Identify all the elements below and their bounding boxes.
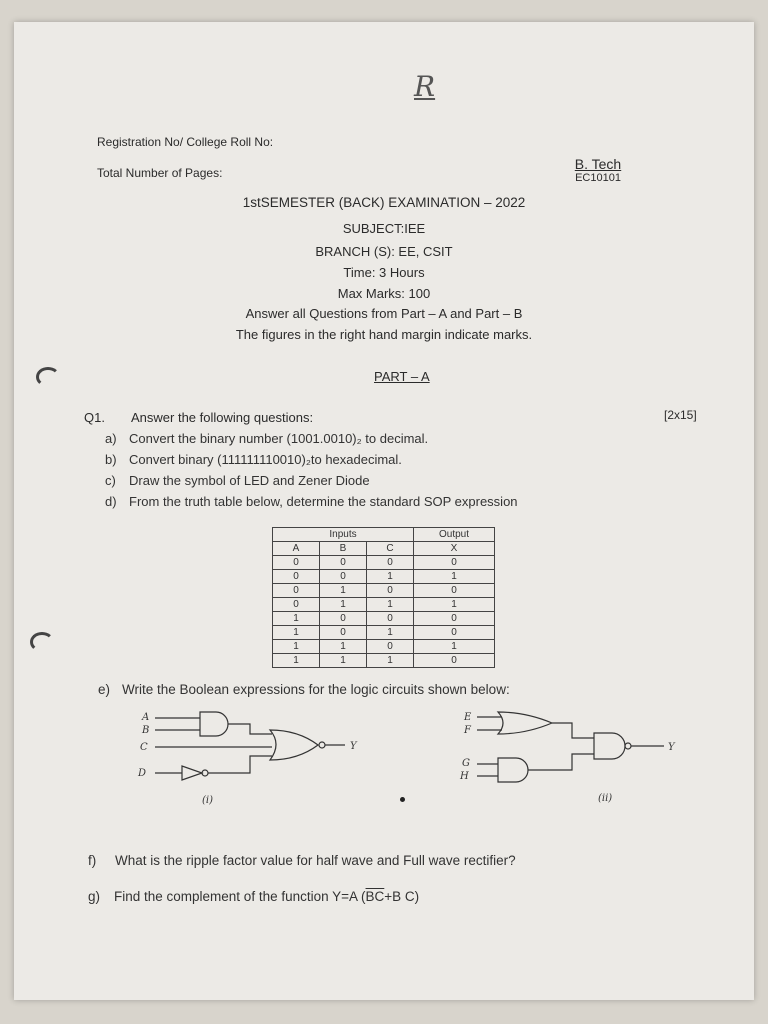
exam-title: 1stSEMESTER (BACK) EXAMINATION – 2022 xyxy=(242,195,526,210)
question-marks: [2x15] xyxy=(664,408,697,422)
time-line: Time: 3 Hours xyxy=(343,265,425,280)
course-code: EC10101 xyxy=(575,172,621,184)
circuit-caption: (i) xyxy=(202,795,214,806)
item-text-overline: $\overline{BC}$ xyxy=(365,889,385,904)
registration-label: Registration No/ College Roll No: xyxy=(97,135,274,149)
table-cell: 1 xyxy=(367,570,414,584)
table-cell: 0 xyxy=(414,654,495,668)
question-item xyxy=(88,889,419,904)
input-label: A xyxy=(142,712,150,723)
table-cell: 1 xyxy=(367,654,414,668)
instruction-marks: The figures in the right hand margin indicate marks. xyxy=(235,327,533,342)
table-cell: 1 xyxy=(273,612,320,626)
column-header: B xyxy=(320,542,367,556)
table-row xyxy=(273,556,495,570)
table-cell: 0 xyxy=(367,556,414,570)
table-cell: 0 xyxy=(367,612,414,626)
item-text-prefix: Find the complement of the function Y=A ( xyxy=(114,889,366,904)
item-label: g) xyxy=(88,889,101,904)
item-label: c) xyxy=(105,473,116,488)
table-cell: 0 xyxy=(273,598,320,612)
table-cell: 0 xyxy=(320,612,367,626)
table-cell: 0 xyxy=(320,556,367,570)
table-cell: 1 xyxy=(273,640,320,654)
table-cell: 1 xyxy=(320,640,367,654)
table-cell: 0 xyxy=(367,640,414,654)
logic-circuit-2 xyxy=(452,706,692,816)
logic-circuit-1 xyxy=(130,706,370,816)
item-text: Convert binary (111111110010)₂to hexadecimal. xyxy=(129,452,402,467)
table-cell: 1 xyxy=(414,570,495,584)
table-cell: 1 xyxy=(367,598,414,612)
degree-label: B. Tech xyxy=(574,156,622,172)
table-cell: 1 xyxy=(320,654,367,668)
ink-dot xyxy=(400,797,405,802)
table-cell: 0 xyxy=(320,570,367,584)
subject-line: SUBJECT:IEE xyxy=(342,221,426,236)
table-row xyxy=(273,598,495,612)
table-row xyxy=(273,570,495,584)
truth-table-group-row xyxy=(273,528,495,542)
branch-line: BRANCH (S): EE, CSIT xyxy=(315,244,453,259)
circuit-caption: (ii) xyxy=(598,793,613,804)
table-cell: 0 xyxy=(367,584,414,598)
output-label: Y xyxy=(350,741,357,752)
input-label: E xyxy=(464,712,472,723)
table-cell: 1 xyxy=(414,598,495,612)
table-cell: 0 xyxy=(414,556,495,570)
item-label: e) xyxy=(98,682,111,697)
question-item xyxy=(88,853,516,868)
table-cell: 0 xyxy=(273,556,320,570)
table-cell: 1 xyxy=(414,640,495,654)
input-label: D xyxy=(138,768,147,779)
table-cell: 0 xyxy=(320,626,367,640)
table-cell: 1 xyxy=(273,654,320,668)
table-cell: 1 xyxy=(367,626,414,640)
table-row xyxy=(273,584,495,598)
table-cell: 1 xyxy=(273,626,320,640)
table-cell: 0 xyxy=(273,584,320,598)
total-pages-label: Total Number of Pages: xyxy=(97,166,223,180)
input-label: F xyxy=(464,725,471,736)
inputs-group-header: Inputs xyxy=(273,528,414,542)
table-row xyxy=(273,640,495,654)
part-a-heading: PART – A xyxy=(374,369,430,384)
degree-block xyxy=(560,156,636,184)
item-text: From the truth table below, determine the standard SOP expression xyxy=(129,494,518,509)
output-group-header: Output xyxy=(414,528,495,542)
item-label: f) xyxy=(88,853,97,868)
question-item xyxy=(98,682,510,697)
binder-hole-icon xyxy=(36,367,60,387)
table-cell: 0 xyxy=(414,626,495,640)
question-item xyxy=(105,452,402,467)
output-label: Y xyxy=(668,742,675,753)
question-text: Answer the following questions: xyxy=(131,410,314,425)
question-number: Q1. xyxy=(84,410,105,425)
table-cell: 1 xyxy=(320,598,367,612)
table-row xyxy=(273,654,495,668)
item-label: d) xyxy=(105,494,117,509)
input-label: H xyxy=(460,771,469,782)
binder-hole-icon xyxy=(30,632,54,652)
truth-table xyxy=(272,527,495,668)
item-text: Write the Boolean expressions for the logic circuits shown below: xyxy=(122,682,510,697)
item-text: Draw the symbol of LED and Zener Diode xyxy=(129,473,370,488)
question-item xyxy=(105,431,428,446)
instruction-parts: Answer all Questions from Part – A and Part – B xyxy=(245,306,523,321)
table-row xyxy=(273,612,495,626)
column-header: A xyxy=(273,542,320,556)
item-label: b) xyxy=(105,452,117,467)
table-cell: 1 xyxy=(320,584,367,598)
column-header: C xyxy=(367,542,414,556)
input-label: B xyxy=(142,725,150,736)
max-marks-line: Max Marks: 100 xyxy=(337,286,431,301)
input-label: C xyxy=(140,742,148,753)
column-header: X xyxy=(414,542,495,556)
table-cell: 0 xyxy=(273,570,320,584)
question-item xyxy=(105,473,370,488)
table-cell: 0 xyxy=(414,584,495,598)
truth-table-header-row xyxy=(273,542,495,556)
item-text: What is the ripple factor value for half wave and Full wave rectifier? xyxy=(115,853,516,868)
handwritten-mark: R xyxy=(414,70,436,103)
table-cell: 0 xyxy=(414,612,495,626)
item-text-suffix: +B C) xyxy=(384,889,420,904)
table-row xyxy=(273,626,495,640)
input-label: G xyxy=(462,758,470,769)
item-text: Convert the binary number (1001.0010)₂ to decimal. xyxy=(129,431,429,446)
item-label: a) xyxy=(105,431,117,446)
question-item xyxy=(105,494,518,509)
